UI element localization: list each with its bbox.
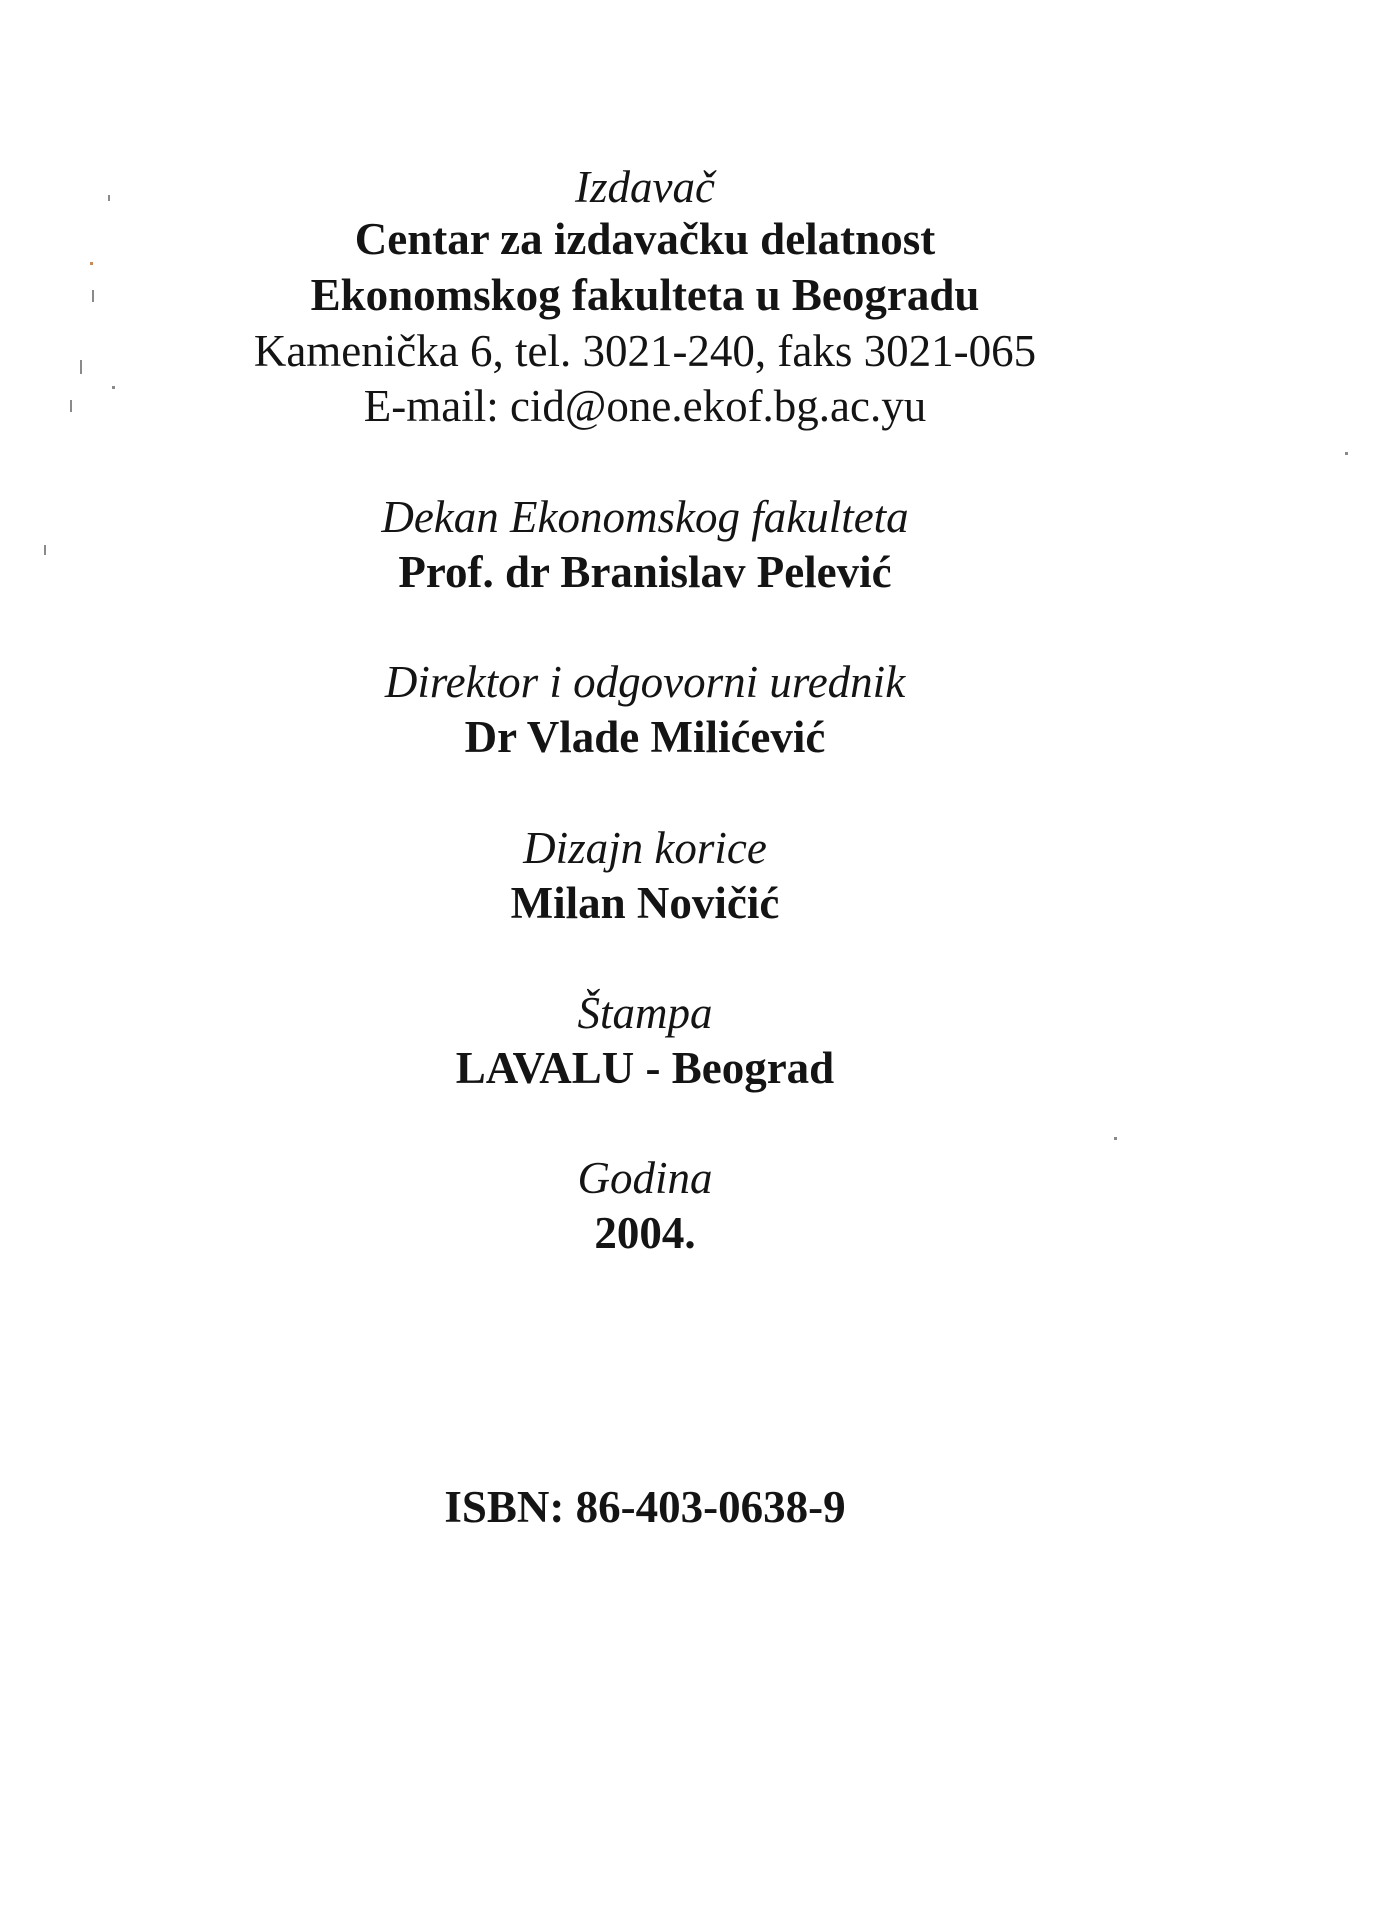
publisher-name-line1: Centar za izdavačku delatnost <box>354 214 936 264</box>
director-name: Dr Vlade Milićević <box>464 712 826 762</box>
director-label: Direktor i odgovorni urednik <box>384 657 906 707</box>
publisher-label: Izdavač <box>575 162 715 212</box>
cover-design-name: Milan Novičić <box>510 878 780 928</box>
scan-speck <box>90 262 93 265</box>
scan-speck <box>1345 452 1348 455</box>
scan-speck <box>108 195 110 201</box>
dean-name: Prof. dr Branislav Pelević <box>398 547 892 597</box>
year-value: 2004. <box>594 1208 696 1258</box>
year-label: Godina <box>577 1153 713 1203</box>
print-label: Štampa <box>577 988 713 1038</box>
publisher-email: E-mail: cid@one.ekof.bg.ac.yu <box>363 381 927 431</box>
publisher-name-line2: Ekonomskog fakulteta u Beogradu <box>310 270 980 320</box>
scan-speck <box>112 386 115 389</box>
scan-speck <box>1114 1137 1117 1140</box>
scan-speck <box>44 545 46 555</box>
isbn: ISBN: 86-403-0638-9 <box>444 1482 846 1532</box>
publisher-address: Kamenička 6, tel. 3021-240, faks 3021-065 <box>253 326 1037 376</box>
cover-design-label: Dizajn korice <box>523 823 767 873</box>
scan-speck <box>70 400 72 412</box>
scan-speck <box>80 360 82 374</box>
scan-speck <box>92 290 94 302</box>
print-name: LAVALU - Beograd <box>455 1043 835 1093</box>
dean-label: Dekan Ekonomskog fakulteta <box>381 492 909 542</box>
